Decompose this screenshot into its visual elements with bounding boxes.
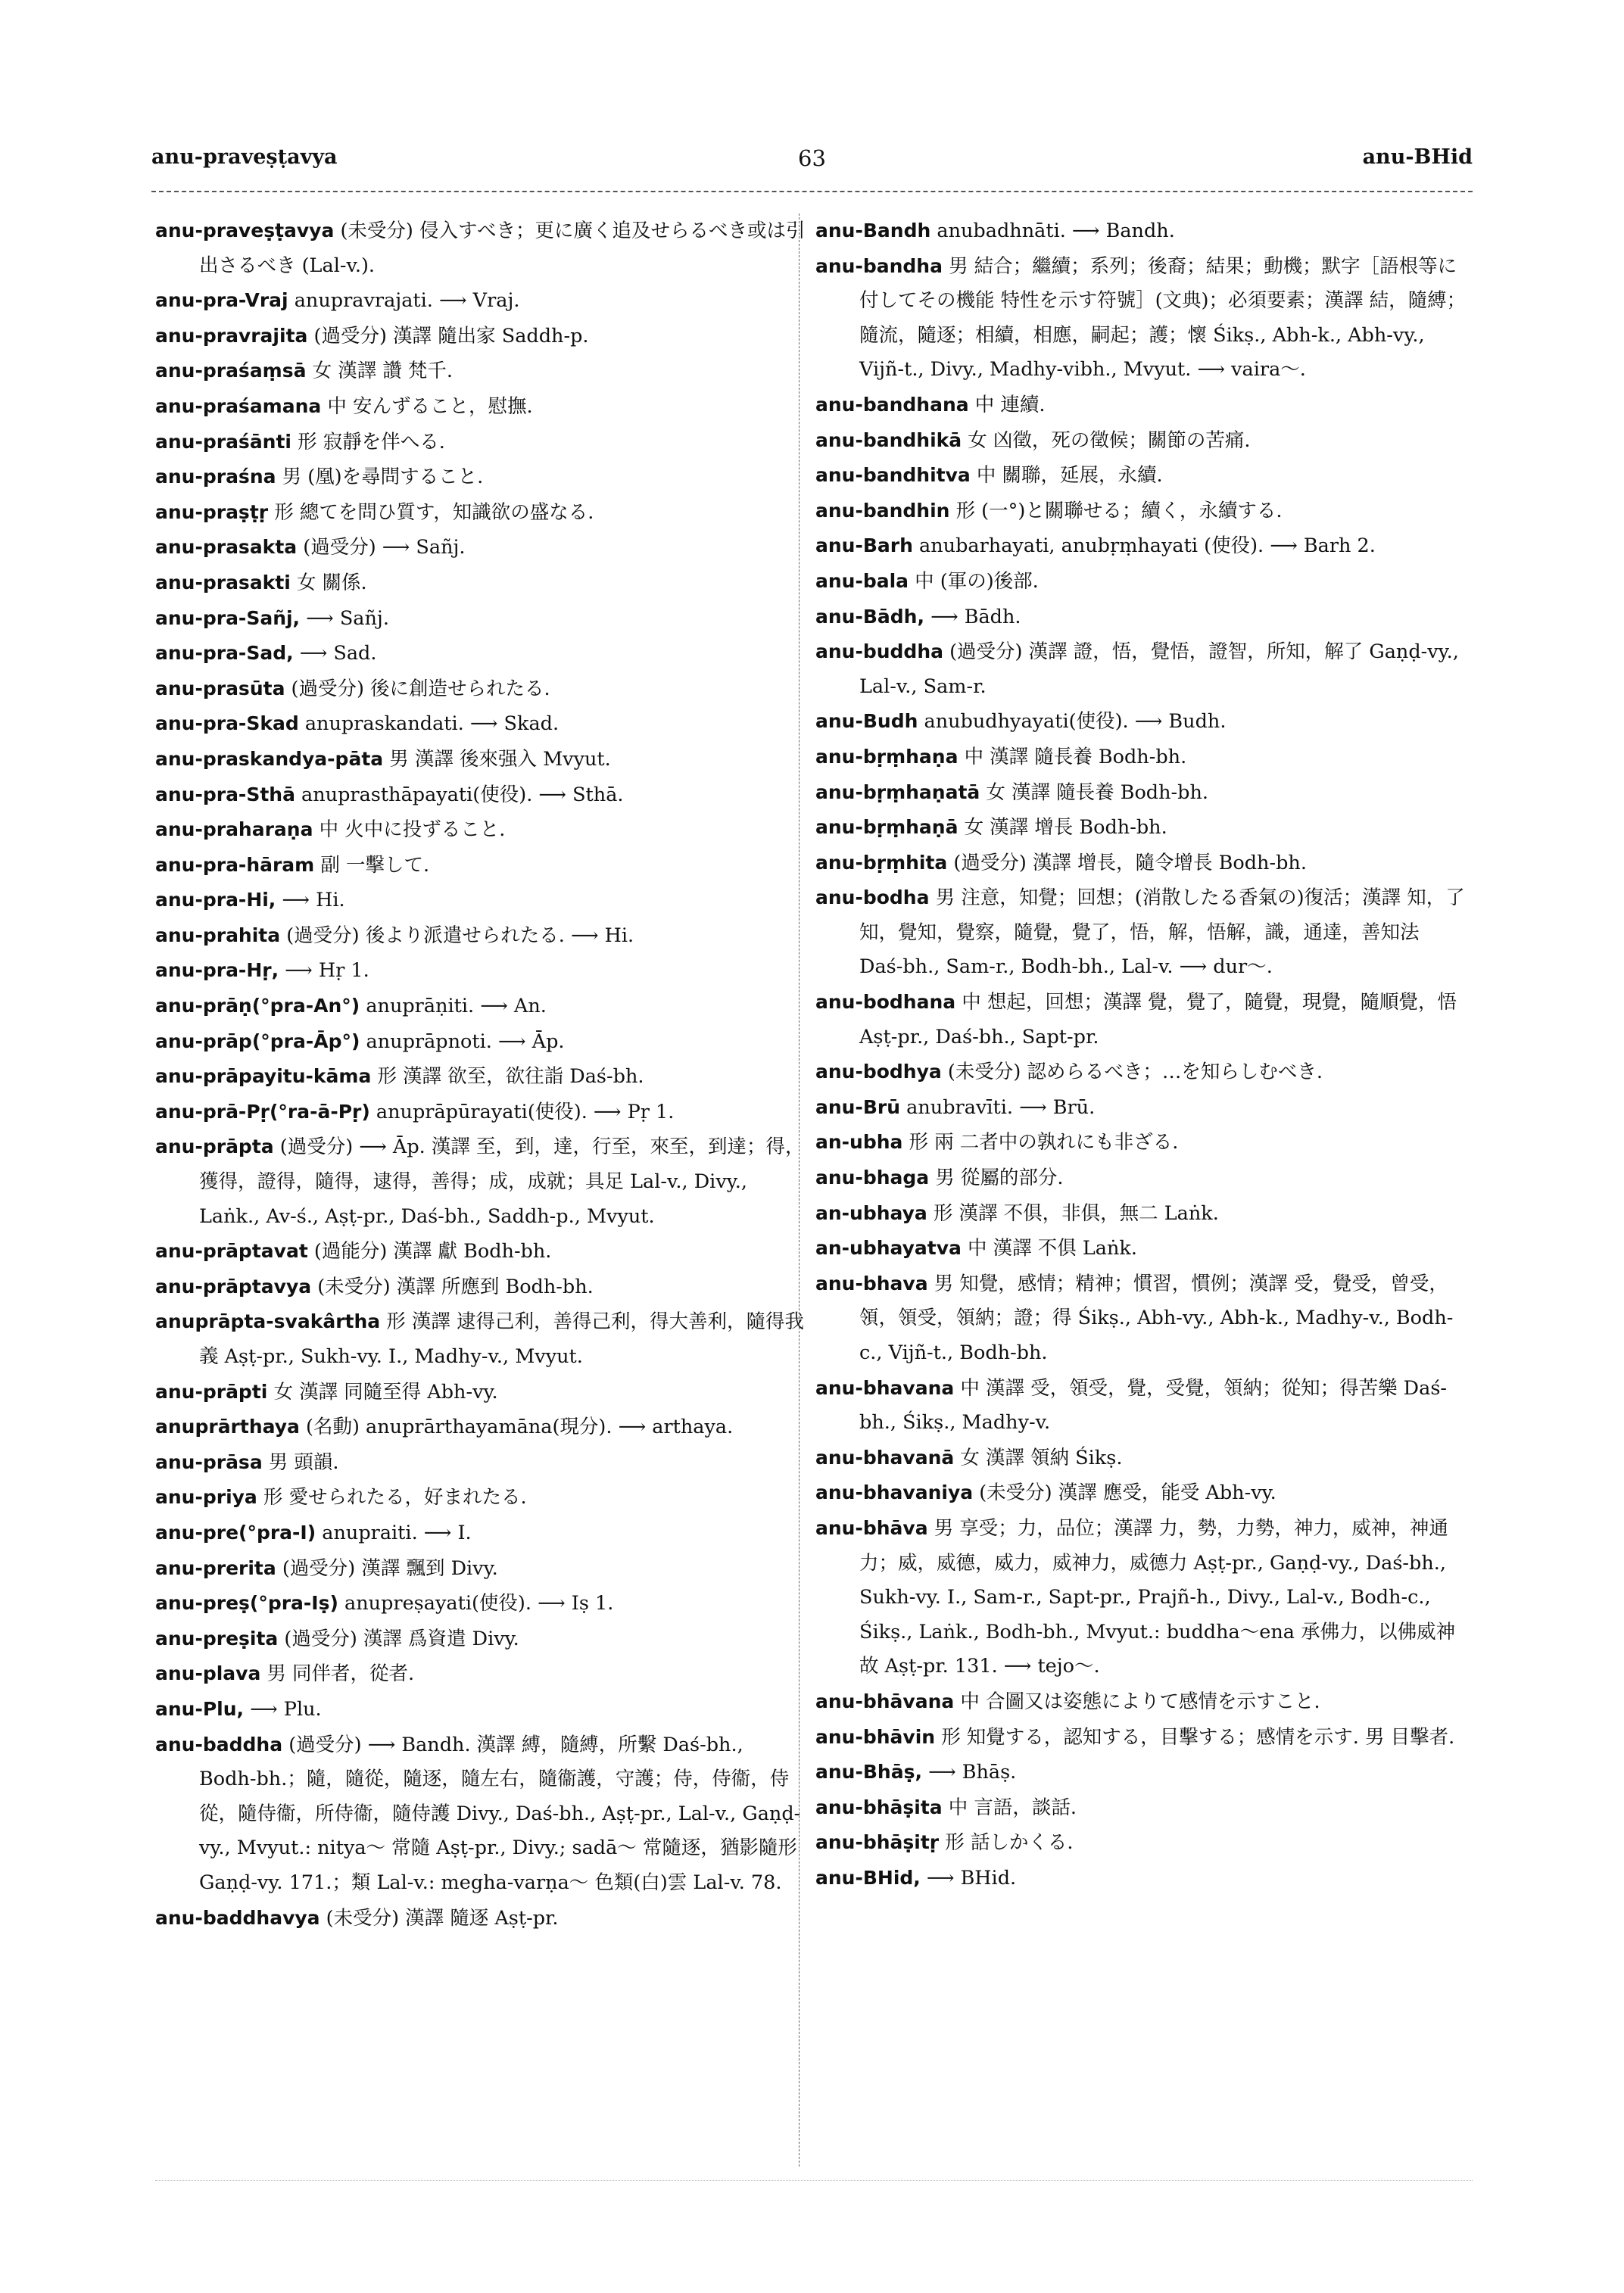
dictionary-entry [815, 1371, 1467, 1441]
entry-headword: anu-bhava [815, 1272, 928, 1294]
entry-definition: 中 漢譯 受，領受，覺，受覺，領納；從知；得苦樂 Daś-bh., Śikṣ., Madhy-v. [859, 1376, 1448, 1435]
entry-headword: anu-Plu, [155, 1697, 245, 1720]
dictionary-entry [155, 636, 806, 671]
entry-definition: anuprasthāpayati(使役). ⟶ Sthā. [301, 783, 624, 806]
entry-definition: 女 凶徵，死の徵候；關節の苦痛. [968, 428, 1251, 452]
dictionary-entry [155, 1656, 806, 1692]
entry-headword: anu-Bhāṣ, [815, 1761, 922, 1784]
entry-definition: 中 想起，回想；漢譯 覺，覺了，隨覺，現覺，隨順覺，悟 Aṣṭ-pr., Daś-bh., Sapt-pr. [859, 991, 1457, 1048]
dictionary-entry [155, 1445, 806, 1481]
dictionary-entry [155, 848, 806, 883]
entry-definition: 形 話しかくる. [945, 1831, 1074, 1855]
entry-headword: anu-prāptavya [155, 1275, 312, 1298]
entry-headword: anu-pra-Sthā [155, 783, 295, 805]
dictionary-entry [815, 740, 1467, 775]
entry-headword: anu-pra-Hṛ, [155, 959, 279, 982]
entry-headword: anu-bala [815, 569, 909, 592]
dictionary-entry [155, 425, 806, 460]
entry-definition: 中 合圖又は姿態によりて感情を示すこと. [960, 1690, 1320, 1713]
entry-headword: anu-pra-Vraj [155, 289, 288, 312]
entry-definition: (未受分) 漢譯 隨逐 Aṣṭ-pr. [326, 1906, 559, 1930]
entry-headword: anu-prāp(°pra-Āp°) [155, 1030, 360, 1052]
entry-definition: (過受分) 漢譯 隨出家 Saddh-p. [313, 324, 589, 347]
entry-headword: anu-bodhana [815, 991, 956, 1014]
entry-definition: (過受分) ⟶ Āp. 漢譯 至，到，達，行至，來至，到達；得，獲得，證得，隨得，逮得，善得；成，成就；具足 Lal-v., Divy., Laṅk., Av-ś., Aṣṭ-pr., Daś-bh., Saddh-p., Mvyut. [199, 1136, 805, 1228]
entry-headword: anu-praśānti [155, 430, 292, 453]
entry-headword: anu-prahita [155, 924, 281, 946]
dictionary-entry [155, 530, 806, 565]
entry-definition: 中 (軍の)後部. [915, 569, 1039, 593]
entry-headword: anu-pra-hāram [155, 853, 315, 876]
dictionary-entry [815, 249, 1467, 388]
dictionary-entry [815, 1825, 1467, 1861]
dictionary-entry [815, 634, 1467, 704]
page-header [151, 145, 1473, 183]
dictionary-entry [155, 1586, 806, 1622]
entry-headword: anu-plava [155, 1662, 261, 1685]
dictionary-entry [155, 918, 806, 954]
entry-headword: an-ubhayatva [815, 1237, 962, 1260]
entry-headword: anu-prāptavat [155, 1240, 308, 1263]
dictionary-entry [155, 777, 806, 813]
entry-headword: anu-praveṣṭavya [155, 220, 335, 241]
entry-headword: anu-prāpti [155, 1380, 268, 1403]
dictionary-entry [815, 1720, 1467, 1756]
dictionary-entry [155, 706, 806, 742]
entry-headword: anu-praharaṇa [155, 818, 313, 841]
entry-definition: anuprāpnoti. ⟶ Āp. [366, 1030, 565, 1053]
entry-headword: anu-bandhitva [815, 464, 971, 487]
page-number: 63 [798, 145, 826, 171]
entry-headword: anu-pra-Hi, [155, 889, 276, 911]
entry-definition: 女 關係. [296, 571, 367, 594]
entry-definition: 中 連續. [974, 393, 1046, 416]
entry-headword: anu-preṣita [155, 1627, 279, 1650]
dictionary-entry [155, 213, 806, 283]
entry-headword: anu-praśaṃsā [155, 360, 307, 382]
entry-headword: anu-bhāvin [815, 1725, 936, 1748]
entry-headword: an-ubha [815, 1131, 903, 1154]
entry-definition: (過受分) 漢譯 爲資遣 Divy. [284, 1627, 519, 1650]
entry-headword: anuprārthaya [155, 1416, 300, 1438]
dictionary-entry [155, 354, 806, 389]
entry-definition: 中 漢譯 隨長養 Bodh-bh. [964, 745, 1187, 768]
entry-definition: 女 漢譯 隨長養 Bodh-bh. [986, 780, 1209, 804]
entry-definition: 男 頭韻. [268, 1450, 339, 1474]
entry-definition: anubadhnāti. ⟶ Bandh. [937, 220, 1175, 242]
entry-headword: anu-Budh [815, 710, 918, 733]
entry-definition: anuprāṇiti. ⟶ An. [366, 995, 547, 1018]
entry-headword: anu-bodha [815, 886, 930, 909]
dictionary-entry [815, 810, 1467, 846]
entry-headword: anu-bhavana [815, 1376, 955, 1399]
entry-headword: anu-bhaga [815, 1167, 930, 1189]
dictionary-entry [155, 460, 806, 495]
entry-definition: anupraiti. ⟶ I. [322, 1521, 472, 1544]
dictionary-entry [815, 564, 1467, 600]
dictionary-entry [815, 388, 1467, 423]
entry-definition: ⟶ Bādh. [930, 605, 1021, 628]
dictionary-entry [155, 953, 806, 989]
entry-headword: anu-bṛṃhaṇatā [815, 780, 980, 803]
dictionary-entry [815, 1196, 1467, 1232]
dictionary-entry [155, 319, 806, 354]
entry-headword: anu-prasūta [155, 677, 285, 699]
dictionary-entry [815, 1090, 1467, 1126]
running-head-right: anu-BHid [1362, 145, 1473, 169]
entry-headword: anu-prerita [155, 1556, 276, 1579]
entry-headword: anu-bhāṣitṛ [815, 1831, 940, 1854]
entry-definition: (過受分) ⟶ Bandh. 漢譯 縛，隨縛，所繫 Daś-bh., Bodh-bh.；隨，隨從，隨逐，隨左右，隨衞護，守護；侍，侍衞，侍從，隨侍衞，所侍衞，隨侍護 Divy., Daś-bh., Aṣṭ-pr., Lal-v., Gaṇḍ-vy., Mvyut.: nitya〜 常隨 Aṣṭ-pr., Divy.; sadā〜 常隨逐，猶影隨形 Gaṇḍ-vy. 171.；類 Lal-v.: megha-varṇa〜 色類(白)雲 Lal-v. 78. [199, 1733, 801, 1894]
entry-headword: anu-Bādh, [815, 605, 924, 628]
entry-definition: anuprāpūrayati(使役). ⟶ Pṛ 1. [376, 1100, 675, 1123]
entry-headword: anu-bṛṃhaṇa [815, 745, 959, 768]
dictionary-entry [155, 989, 806, 1024]
entry-headword: anuprāpta-svakârtha [155, 1310, 381, 1333]
entry-definition: (過受分) 漢譯 證，悟，覺悟，證智，所知，解了 Gaṇḍ-vy., Lal-v., Sam-r. [859, 640, 1459, 698]
dictionary-entry [815, 704, 1467, 740]
entry-definition: (過受分) 後に創造せられたる. [291, 677, 550, 700]
entry-headword: anu-bandha [815, 254, 943, 277]
entry-definition: anupraskandati. ⟶ Skad. [304, 712, 560, 736]
dictionary-entry [815, 1161, 1467, 1196]
entry-definition: 中 火中に投ずること. [319, 818, 506, 842]
entry-headword: anu-buddha [815, 640, 943, 663]
dictionary-entry [815, 1861, 1467, 1896]
entry-headword: anu-bodhya [815, 1061, 942, 1083]
entry-definition: (未受分) 侵入すべき；更に廣く追及せらるべき或は引出さるべき (Lal-v.). [199, 220, 806, 277]
entry-definition: anupravrajati. ⟶ Vraj. [294, 289, 520, 313]
entry-definition: 男 從屬的部分. [935, 1167, 1064, 1190]
entry-definition: anubarhayati, anubṛṃhayati (使役). ⟶ Barh 2. [919, 534, 1376, 558]
entry-definition: anupreṣayati(使役). ⟶ Iṣ 1. [344, 1592, 614, 1615]
dictionary-entry [815, 1055, 1467, 1090]
entry-headword: anu-bhāva [815, 1516, 928, 1539]
entry-definition: 男 享受；力，品位；漢譯 力，勢，力勢，神力，威神，神通力；威，威德，威力，威神力，威德力 Aṣṭ-pr., Gaṇḍ-vy., Daś-bh., Sukh-vy. I., Sam-r., Sapt-pr., Prajñ-h., Divy., Lal-v., Bodh-c., Śikṣ., Laṅk., Bodh-bh., Mvyut.: buddha〜ena 承佛力，以佛威神故 Aṣṭ-pr. 131. ⟶ tejo〜. [859, 1516, 1456, 1678]
entry-definition: (過受分) ⟶ Sañj. [303, 536, 466, 559]
entry-definition: 女 漢譯 增長 Bodh-bh. [964, 816, 1167, 840]
entry-headword: anu-prāsa [155, 1450, 263, 1473]
entry-headword: anu-bhavaniya [815, 1481, 974, 1504]
dictionary-entry [815, 880, 1467, 985]
entry-definition: (未受分) 漢譯 應受，能受 Abh-vy. [979, 1481, 1276, 1505]
dictionary-entry [155, 1692, 806, 1728]
entry-headword: anu-Bandh [815, 220, 931, 241]
entry-definition: 男 漢譯 後來强入 Mvyut. [389, 747, 611, 771]
entry-definition: (未受分) 漢譯 所應到 Bodh-bh. [317, 1275, 594, 1298]
entry-definition: anubravīti. ⟶ Brū. [906, 1095, 1096, 1119]
dictionary-entry [815, 985, 1467, 1055]
entry-headword: anu-Brū [815, 1095, 901, 1118]
entry-headword: anu-baddhavya [155, 1906, 320, 1929]
entry-definition: ⟶ Plu. [250, 1697, 322, 1721]
dictionary-entry [155, 812, 806, 848]
entry-headword: anu-praśamana [155, 394, 322, 417]
entry-definition: 副 一擊して. [320, 853, 430, 877]
entry-headword: anu-bhāvana [815, 1690, 955, 1712]
dictionary-entry [155, 1728, 806, 1901]
entry-definition: 形 愛せられたる，好まれたる. [263, 1486, 527, 1509]
entry-headword: anu-pra-Skad [155, 712, 299, 735]
entry-definition: (名動) anuprārthayamāna(現分). ⟶ arthaya. [306, 1416, 734, 1439]
dictionary-entry [815, 1684, 1467, 1720]
dictionary-entry [155, 1480, 806, 1516]
entry-headword: anu-bhavanā [815, 1446, 955, 1469]
entry-definition: 男 注意，知覺；回想；(消散したる香氣の)復活；漢譯 知，了知，覺知，覺察，隨覺，覺了，悟，解，悟解，識，通達，善知法 Daś-bh., Sam-r., Bodh-bh., Lal-v. ⟶ dur〜. [859, 886, 1465, 979]
entry-headword: anu-prāpayitu-kāma [155, 1065, 372, 1088]
dictionary-entry [815, 1231, 1467, 1266]
entry-definition: 形 (一°)と關聯せる；續く，永續する. [955, 499, 1283, 522]
dictionary-entry [155, 1059, 806, 1095]
entry-definition: 形 寂靜を伴へる. [298, 430, 445, 453]
dictionary-entry [155, 671, 806, 707]
entry-definition: (未受分) 認めらるべき；…を知らしむべき. [947, 1061, 1323, 1084]
right-column [815, 213, 1467, 1896]
entry-headword: anu-bandhana [815, 393, 969, 416]
entry-definition: (過受分) 後より派遣せられたる. ⟶ Hi. [286, 924, 634, 947]
entry-definition: 形 總てを問ひ質す，知識欲の盛なる. [274, 500, 594, 524]
dictionary-entry [155, 883, 806, 918]
entry-definition: 中 關聯，延展，永續. [976, 464, 1163, 488]
entry-definition: anubudhyayati(使役). ⟶ Budh. [924, 710, 1227, 734]
entry-definition: 男 知覺，感情；精神；慣習，慣例；漢譯 受，覺受，曾受，領，領受，領納；證；得 Śikṣ., Abh-vy., Abh-k., Madhy-v., Bodh-c., Vijñ-t., Bodh-bh. [859, 1272, 1454, 1364]
dictionary-entry [815, 1475, 1467, 1511]
entry-definition: 形 兩 二者中の孰れにも非ざる. [909, 1131, 1179, 1154]
dictionary-entry [155, 565, 806, 601]
entry-definition: 中 安んずること，慰撫. [327, 394, 533, 418]
dictionary-entry [155, 1410, 806, 1445]
dictionary-entry [155, 1304, 806, 1374]
dictionary-entry [155, 283, 806, 319]
entry-headword: an-ubhaya [815, 1201, 927, 1224]
entry-definition: 中 漢譯 不俱 Laṅk. [968, 1237, 1137, 1260]
dictionary-entry [155, 742, 806, 777]
entry-definition: 中 言語，談話. [948, 1796, 1077, 1819]
dictionary-entry [815, 458, 1467, 494]
dictionary-entry [815, 600, 1467, 635]
entry-definition: 男 (凰)を尋問すること. [282, 466, 484, 489]
entry-headword: anu-prāṇ(°pra-An°) [155, 995, 360, 1017]
dictionary-entry [155, 389, 806, 425]
dictionary-entry [155, 1551, 806, 1587]
dictionary-entry [155, 1622, 806, 1657]
dictionary-entry [815, 528, 1467, 564]
entry-headword: anu-prā-Pṛ(°ra-ā-Pṛ) [155, 1100, 370, 1123]
dictionary-entry [155, 1375, 806, 1410]
entry-definition: ⟶ BHid. [926, 1866, 1017, 1890]
entry-headword: anu-pravrajita [155, 324, 308, 347]
entry-definition: ⟶ Sad. [299, 642, 377, 665]
dictionary-entry [815, 1441, 1467, 1476]
entry-definition: 女 漢譯 同隨至得 Abh-vy. [273, 1380, 498, 1404]
entry-definition: (過能分) 漢譯 獻 Bodh-bh. [313, 1240, 552, 1263]
entry-definition: 形 漢譯 欲至，欲往詣 Daś-bh. [377, 1065, 644, 1089]
dictionary-entry [815, 494, 1467, 529]
entry-headword: anu-prasakti [155, 571, 291, 594]
entry-headword: anu-bṛṃhita [815, 851, 948, 874]
entry-definition: 形 漢譯 逮得己利，善得己利，得大善利，隨得我義 Aṣṭ-pr., Sukh-vy. I., Madhy-v., Mvyut. [199, 1310, 804, 1368]
running-head-left: anu-praveṣṭavya [151, 145, 338, 169]
dictionary-entry [815, 213, 1467, 249]
dictionary-entry [155, 1129, 806, 1234]
dictionary-entry [815, 1755, 1467, 1790]
entry-headword: anu-baddha [155, 1733, 283, 1756]
entry-definition: 女 漢譯 讚 梵千. [312, 360, 454, 383]
dictionary-entry [155, 1516, 806, 1551]
column-divider [799, 213, 800, 2167]
entry-headword: anu-BHid, [815, 1866, 921, 1889]
bottom-rule [155, 2180, 1473, 2181]
dictionary-entry [155, 1901, 806, 1936]
header-rule [151, 191, 1473, 192]
dictionary-entry [815, 1125, 1467, 1161]
dictionary-entry [155, 495, 806, 531]
left-column [155, 213, 806, 1936]
entry-definition: 男 結合；繼續；系列；後裔；結果；動機；默字［語根等に付してその機能 特性を示す符號］(文典)；必須要素；漢譯 結，隨縛；隨流，隨逐；相續，相應，嗣起；護；懷 Śikṣ., Abh-k., Abh-vy., Vijñ-t., Divy., Madhy-vibh., Mvyut. ⟶ vaira〜. [859, 254, 1467, 382]
entry-definition: ⟶ Hṛ 1. [285, 959, 369, 983]
entry-headword: anu-Barh [815, 534, 913, 557]
entry-definition: (過受分) 漢譯 增長，隨令增長 Bodh-bh. [953, 851, 1307, 874]
dictionary-entry [815, 1790, 1467, 1826]
entry-headword: anu-praṣṭṛ [155, 500, 269, 523]
dictionary-entry [815, 1266, 1467, 1371]
entry-headword: anu-bandhikā [815, 428, 962, 451]
entry-definition: 形 知覺する，認知する，目擊する；感情を示す. 男 目擊者. [941, 1725, 1455, 1749]
dictionary-entry [815, 423, 1467, 459]
entry-definition: ⟶ Sañj. [306, 606, 389, 630]
dictionary-entry [155, 1095, 806, 1130]
dictionary-entry [155, 1270, 806, 1305]
entry-headword: anu-pra-Sad, [155, 642, 294, 665]
dictionary-entry [155, 601, 806, 637]
entry-headword: anu-prāpta [155, 1136, 274, 1158]
entry-headword: anu-preṣ(°pra-Iṣ) [155, 1592, 338, 1615]
entry-headword: anu-praskandya-pāta [155, 747, 384, 770]
dictionary-entry [815, 1511, 1467, 1684]
entry-definition: 形 漢譯 不俱，非俱，無二 Laṅk. [933, 1201, 1219, 1225]
entry-headword: anu-bhāṣita [815, 1796, 943, 1818]
entry-headword: anu-pra-Sañj, [155, 606, 301, 629]
entry-headword: anu-pre(°pra-I) [155, 1521, 316, 1544]
entry-headword: anu-bandhin [815, 499, 950, 522]
entry-definition: (過受分) 漢譯 飄到 Divy. [282, 1556, 498, 1580]
dictionary-entry [155, 1234, 806, 1270]
entry-definition: 女 漢譯 領納 Śikṣ. [960, 1446, 1123, 1469]
entry-headword: anu-bṛṃhaṇā [815, 816, 959, 839]
entry-definition: ⟶ Bhāṣ. [928, 1761, 1017, 1784]
entry-definition: ⟶ Hi. [282, 889, 345, 912]
entry-headword: anu-prasakta [155, 536, 298, 559]
entry-headword: anu-priya [155, 1486, 257, 1509]
entry-definition: 男 同伴者，從者. [267, 1662, 415, 1686]
entry-headword: anu-praśna [155, 466, 276, 488]
dictionary-entry [815, 846, 1467, 881]
dictionary-entry [155, 1024, 806, 1060]
dictionary-entry [815, 775, 1467, 811]
